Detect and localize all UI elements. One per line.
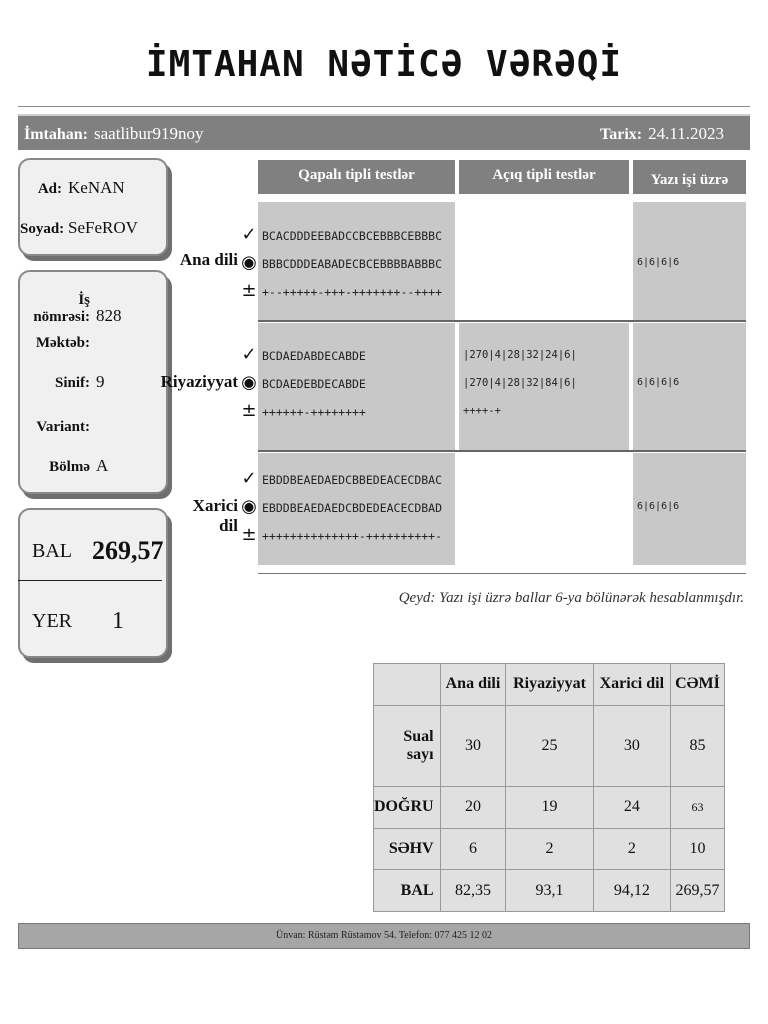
bal-label: BAL <box>32 540 72 562</box>
table-cell: 94,12 <box>593 870 670 912</box>
closed-result: ++++++++++++++-++++++++++- <box>262 529 443 543</box>
info-card <box>18 270 168 494</box>
table-cell: 2 <box>506 828 593 870</box>
bal-value: 269,57 <box>92 536 164 565</box>
date-value: 24.11.2023 <box>648 124 724 143</box>
section-value: A <box>96 456 109 475</box>
closed-answer: BBBCDDDEABADECBCEBBBBABBBC <box>262 257 443 271</box>
table-cell: 10 <box>670 828 724 870</box>
closed-correct: BCDAEDABDECABDE <box>262 349 366 363</box>
header-cell: Ana dili <box>440 664 506 706</box>
table-cell: 25 <box>506 705 593 786</box>
table-cell: 2 <box>593 828 670 870</box>
closed-correct: EBDDBEAEDAEDCBBEDEACECDBAC <box>262 473 443 487</box>
school-label: Məktəb: <box>35 335 90 351</box>
closed-answer: EBDDBEAEDAEDCBDEDEACECDBAD <box>262 501 443 515</box>
table-cell: 269,57 <box>670 870 724 912</box>
exam-value: saatlibur919noy <box>94 124 204 143</box>
open-result: ++++-+ <box>463 405 501 417</box>
check-icon: ✓ <box>241 224 257 245</box>
table-cell: 30 <box>440 705 506 786</box>
name-card <box>18 158 168 256</box>
closed-result: ++++++-++++++++ <box>262 405 366 419</box>
check-icon: ✓ <box>241 344 257 365</box>
row-label: SƏHV <box>374 828 441 870</box>
yer-value: 1 <box>112 608 124 634</box>
plus-minus-icon: ± <box>241 280 257 301</box>
table-cell: 85 <box>670 705 724 786</box>
check-icon: ✓ <box>241 468 257 489</box>
row-separator <box>258 320 746 322</box>
score-card <box>18 508 168 658</box>
plus-minus-icon: ± <box>241 400 257 421</box>
written-score: 6|6|6|6 <box>637 257 680 268</box>
yer-label: YER <box>32 610 72 632</box>
table-row <box>374 828 725 870</box>
work-no-value: 828 <box>96 306 122 325</box>
table-cell: 82,35 <box>440 870 506 912</box>
table-cell: 63 <box>670 786 724 828</box>
variant-label: Variant: <box>36 419 90 435</box>
radio-icon: ◉ <box>241 252 257 273</box>
open-tests-header: Açıq tipli testlər <box>459 160 629 194</box>
table-row <box>374 705 725 786</box>
open-answer: |270|4|28|32|84|6| <box>463 377 577 389</box>
exam-label: İmtahan: <box>24 126 89 143</box>
section-label: Bölmə <box>49 459 90 475</box>
header-cell <box>374 664 441 706</box>
row-label: BAL <box>374 870 441 912</box>
table-row <box>374 786 725 828</box>
subject-name: Riyaziyyat <box>160 372 238 391</box>
date-label: Tarix: <box>600 126 643 143</box>
class-label: Sinif: <box>54 375 90 391</box>
radio-icon: ◉ <box>241 496 257 517</box>
closed-answer: BCDAEDEBDECABDE <box>262 377 366 391</box>
radio-icon: ◉ <box>241 372 257 393</box>
note-text: Yazı işi üzrə ballar 6-ya bölünərək hesablanmışdır. <box>435 590 744 606</box>
table-cell: 30 <box>593 705 670 786</box>
row-label: Sual sayı <box>374 705 441 786</box>
row-separator <box>258 573 746 574</box>
page-title: İMTAHAN NƏTİCƏ VƏRƏQİ <box>145 44 623 85</box>
work-no-label: İş nömrəsi: <box>33 292 90 325</box>
table-row <box>374 870 725 912</box>
table-header-row <box>374 664 725 706</box>
subject-name: Ana dili <box>179 250 238 269</box>
written-header: Yazı işi üzrə <box>633 160 746 194</box>
table-cell: 19 <box>506 786 593 828</box>
exam-bar <box>18 114 750 150</box>
row-label: DOĞRU <box>374 786 441 828</box>
header-cell: Xarici dil <box>593 664 670 706</box>
divider <box>18 106 750 107</box>
note <box>399 590 744 607</box>
table-cell: 93,1 <box>506 870 593 912</box>
class-value: 9 <box>96 372 105 391</box>
score-divider <box>18 580 162 581</box>
closed-result: +--+++++-+++-+++++++--++++ <box>262 285 443 299</box>
written-score: 6|6|6|6 <box>637 501 680 512</box>
header-cell: CƏMİ <box>670 664 724 706</box>
surname-label: Soyad: <box>20 221 65 237</box>
name-label: Ad: <box>37 181 62 197</box>
closed-correct: BCACDDDEEBADCCBCEBBBCEBBBC <box>262 229 443 243</box>
row-separator <box>258 450 746 452</box>
written-score: 6|6|6|6 <box>637 377 680 388</box>
table-cell: 6 <box>440 828 506 870</box>
name-value: KeNAN <box>68 178 125 197</box>
plus-minus-icon: ± <box>241 524 257 545</box>
subject-name: Xarici dil <box>192 496 238 535</box>
closed-tests-header: Qapalı tipli testlər <box>258 160 455 194</box>
footer-address: Ünvan: Rüstəm Rüstəmov 54. Telefon: 077 425 12 02 <box>18 923 750 949</box>
open-correct: |270|4|28|32|24|6| <box>463 349 577 361</box>
note-prefix: Qeyd: <box>398 590 436 606</box>
table-cell: 24 <box>593 786 670 828</box>
table-cell: 20 <box>440 786 506 828</box>
surname-value: SeFeROV <box>68 218 138 237</box>
header-cell: Riyaziyyat <box>506 664 593 706</box>
results-table <box>373 663 725 912</box>
